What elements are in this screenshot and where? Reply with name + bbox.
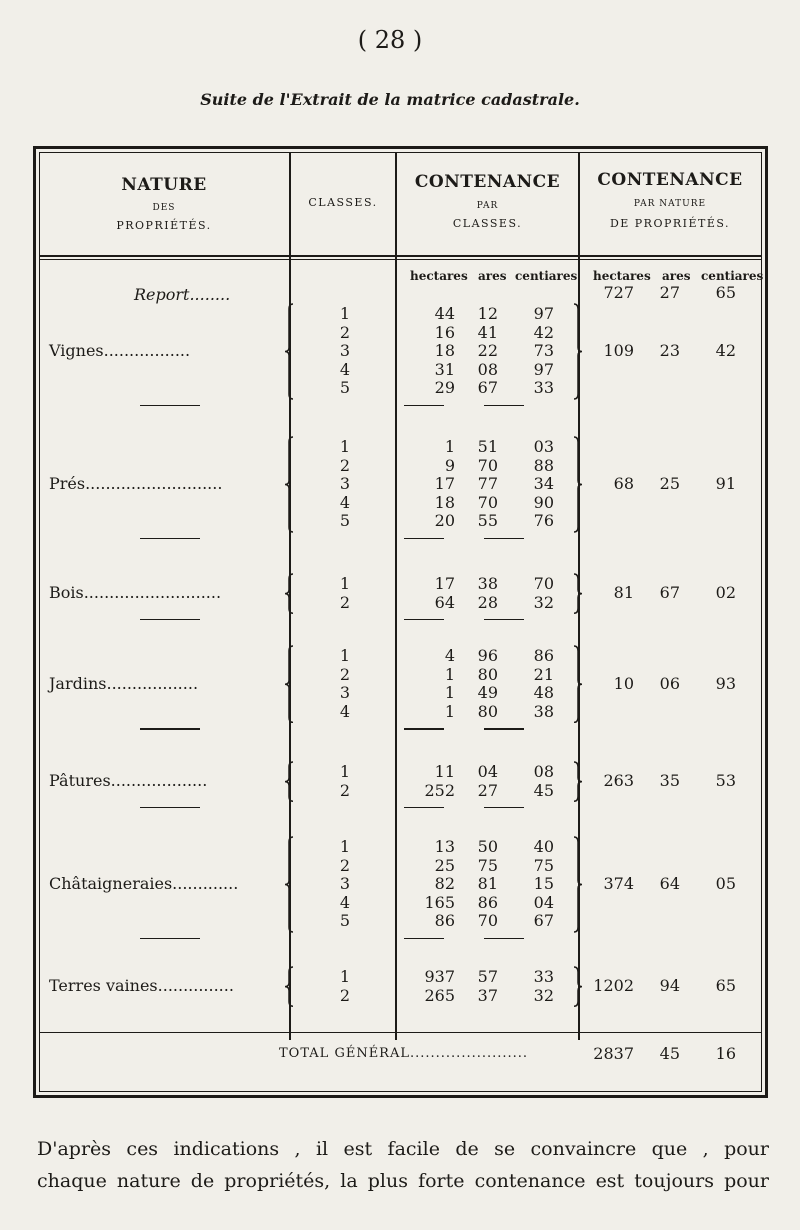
class-value: 86 [477,892,498,912]
class-value: 82 [434,874,455,894]
class-value: 34 [533,474,554,494]
class-value: 33 [533,967,554,986]
class-number: 4 [339,359,351,379]
class-value: 21 [533,664,554,684]
block-separator [404,405,444,406]
left-brace [282,761,296,802]
category-total-value: 10 [613,673,634,693]
class-value: 22 [477,341,498,361]
block-separator [140,938,200,939]
class-number: 2 [339,855,351,875]
class-value: 08 [533,762,554,781]
category-label: Jardins.................. [49,673,199,693]
class-value: 67 [533,911,554,931]
class-number: 3 [339,474,351,494]
class-number: 1 [339,762,351,781]
report-ares: 27 [659,283,680,302]
report-hectares: 727 [603,283,634,302]
class-value: 97 [533,304,554,323]
class-number: 4 [339,892,351,912]
header-rule-thin [39,259,762,260]
class-number: 1 [339,574,351,593]
right-brace [571,573,585,614]
right-brace [571,436,585,533]
class-value: 11 [434,762,455,781]
category-total-value: 81 [613,583,634,603]
category-label: Châtaigneraies............. [49,874,239,894]
paragraph-line-1: D'après ces indications , il est facile de se convaincre que , pour [37,1138,769,1160]
right-brace [571,303,585,400]
class-number: 3 [339,683,351,703]
class-number: 3 [339,341,351,361]
total-general-label: TOTAL GÉNÉRAL....................... [279,1046,529,1061]
header-classes: CLASSES. [308,196,378,209]
class-value: 81 [477,874,498,894]
unit-hectares-total: hectares [593,269,651,283]
category-total-value: 93 [715,673,736,693]
class-value: 15 [533,874,554,894]
class-value: 76 [533,511,554,531]
left-brace [282,645,296,723]
category-label: Vignes................. [49,341,191,361]
header-par-nature: PAR NATURE [633,199,707,209]
right-brace [571,836,585,933]
class-value: 80 [477,701,498,721]
class-number: 2 [339,664,351,684]
report-centiares: 65 [715,283,736,302]
left-brace [282,836,296,933]
category-total-value: 68 [613,474,634,494]
page-number: ( 28 ) [357,26,423,54]
left-brace [282,573,296,614]
block-separator [484,619,524,620]
block-separator [484,807,524,808]
class-value: 70 [533,574,554,593]
class-value: 41 [477,322,498,342]
class-value: 29 [434,378,455,398]
unit-centiares: centiares [515,269,578,283]
class-value: 80 [477,664,498,684]
block-separator [140,619,200,620]
class-value: 40 [533,837,554,856]
category-total-value: 64 [659,874,680,894]
class-value: 4 [444,646,455,665]
category-total-value: 35 [659,771,680,791]
class-value: 86 [434,911,455,931]
class-value: 165 [424,892,455,912]
header-par-classes: CLASSES. [452,217,523,230]
class-value: 97 [533,359,554,379]
block-separator [404,807,444,808]
class-value: 1 [444,683,455,703]
class-value: 265 [424,985,455,1005]
class-number: 4 [339,701,351,721]
class-value: 25 [434,855,455,875]
class-number: 2 [339,985,351,1005]
header-par: PAR [476,201,499,211]
column-divider-contenance [395,152,397,1040]
category-label: Terres vaines............... [49,976,234,996]
header-de-proprietes: DE PROPRIÉTÉS. [609,217,731,230]
class-value: 70 [477,455,498,475]
class-value: 1 [444,437,455,456]
header-rule [39,255,762,257]
class-value: 13 [434,837,455,856]
class-value: 50 [477,837,498,856]
class-number: 1 [339,967,351,986]
class-value: 67 [477,378,498,398]
report-label: Report........ [134,285,231,304]
total-rule [39,1032,762,1033]
class-number: 4 [339,492,351,512]
unit-ares: ares [478,269,507,283]
class-value: 38 [477,574,498,593]
unit-hectares: hectares [410,269,468,283]
category-total-value: 1202 [593,976,634,996]
block-separator [140,405,200,406]
category-total-value: 91 [715,474,736,494]
category-total-value: 65 [715,976,736,996]
class-value: 32 [533,592,554,612]
class-value: 44 [434,304,455,323]
block-separator [484,728,524,729]
category-total-value: 109 [603,341,634,361]
class-value: 70 [477,911,498,931]
block-separator [140,807,200,808]
category-total-value: 94 [659,976,680,996]
class-value: 27 [477,780,498,800]
class-value: 57 [477,967,498,986]
class-number: 5 [339,911,351,931]
class-value: 38 [533,701,554,721]
total-general-ares: 45 [659,1044,680,1063]
class-number: 2 [339,592,351,612]
class-value: 28 [477,592,498,612]
block-separator [484,405,524,406]
class-value: 37 [477,985,498,1005]
unit-ares-total: ares [662,269,691,283]
class-value: 86 [533,646,554,665]
class-value: 42 [533,322,554,342]
class-value: 31 [434,359,455,379]
class-number: 1 [339,304,351,323]
class-value: 18 [434,492,455,512]
class-number: 1 [339,437,351,456]
block-separator [140,728,200,729]
total-general-hectares: 2837 [593,1044,634,1063]
category-total-value: 67 [659,583,680,603]
category-total-value: 25 [659,474,680,494]
category-total-value: 06 [659,673,680,693]
category-total-value: 05 [715,874,736,894]
class-value: 64 [434,592,455,612]
class-value: 16 [434,322,455,342]
paragraph-line-2: chaque nature de propriétés, la plus forte contenance est toujours pour [37,1170,769,1192]
class-value: 55 [477,511,498,531]
class-value: 03 [533,437,554,456]
class-value: 73 [533,341,554,361]
block-separator [404,619,444,620]
block-separator [484,538,524,539]
class-value: 32 [533,985,554,1005]
class-number: 2 [339,455,351,475]
class-value: 70 [477,492,498,512]
table-caption: Suite de l'Extrait de la matrice cadastrale. [200,90,580,109]
class-value: 252 [424,780,455,800]
class-value: 04 [533,892,554,912]
class-value: 90 [533,492,554,512]
category-total-value: 53 [715,771,736,791]
right-brace [571,645,585,723]
category-total-value: 374 [603,874,634,894]
header-des: DES [152,203,176,213]
class-value: 51 [477,437,498,456]
class-value: 17 [434,474,455,494]
class-number: 3 [339,874,351,894]
class-value: 17 [434,574,455,593]
class-value: 48 [533,683,554,703]
class-value: 04 [477,762,498,781]
class-value: 88 [533,455,554,475]
left-brace [282,303,296,400]
class-number: 2 [339,780,351,800]
class-number: 5 [339,378,351,398]
class-value: 08 [477,359,498,379]
class-value: 49 [477,683,498,703]
header-contenance-par-classes: CONTENANCE [414,172,561,192]
left-brace [282,966,296,1007]
class-value: 33 [533,378,554,398]
class-value: 96 [477,646,498,665]
category-label: Pâtures................... [49,771,208,791]
header-proprietes: PROPRIÉTÉS. [116,219,212,232]
class-value: 1 [444,664,455,684]
class-number: 1 [339,646,351,665]
class-value: 75 [477,855,498,875]
category-total-value: 42 [715,341,736,361]
total-general-centiares: 16 [715,1044,736,1063]
category-label: Prés........................... [49,474,223,494]
category-total-value: 02 [715,583,736,603]
category-label: Bois........................... [49,583,222,603]
right-brace [571,966,585,1007]
block-separator [484,938,524,939]
class-value: 9 [444,455,455,475]
class-value: 77 [477,474,498,494]
class-value: 45 [533,780,554,800]
class-value: 1 [444,701,455,721]
unit-centiares-total: centiares [701,269,764,283]
category-total-value: 23 [659,341,680,361]
block-separator [404,728,444,729]
header-nature: NATURE [121,175,207,195]
class-value: 75 [533,855,554,875]
category-total-value: 263 [603,771,634,791]
class-number: 2 [339,322,351,342]
header-contenance-par-nature: CONTENANCE [597,170,743,190]
block-separator [404,538,444,539]
class-value: 12 [477,304,498,323]
class-value: 18 [434,341,455,361]
block-separator [404,938,444,939]
class-value: 937 [424,967,455,986]
class-number: 5 [339,511,351,531]
left-brace [282,436,296,533]
block-separator [140,538,200,539]
class-number: 1 [339,837,351,856]
class-value: 20 [434,511,455,531]
right-brace [571,761,585,802]
